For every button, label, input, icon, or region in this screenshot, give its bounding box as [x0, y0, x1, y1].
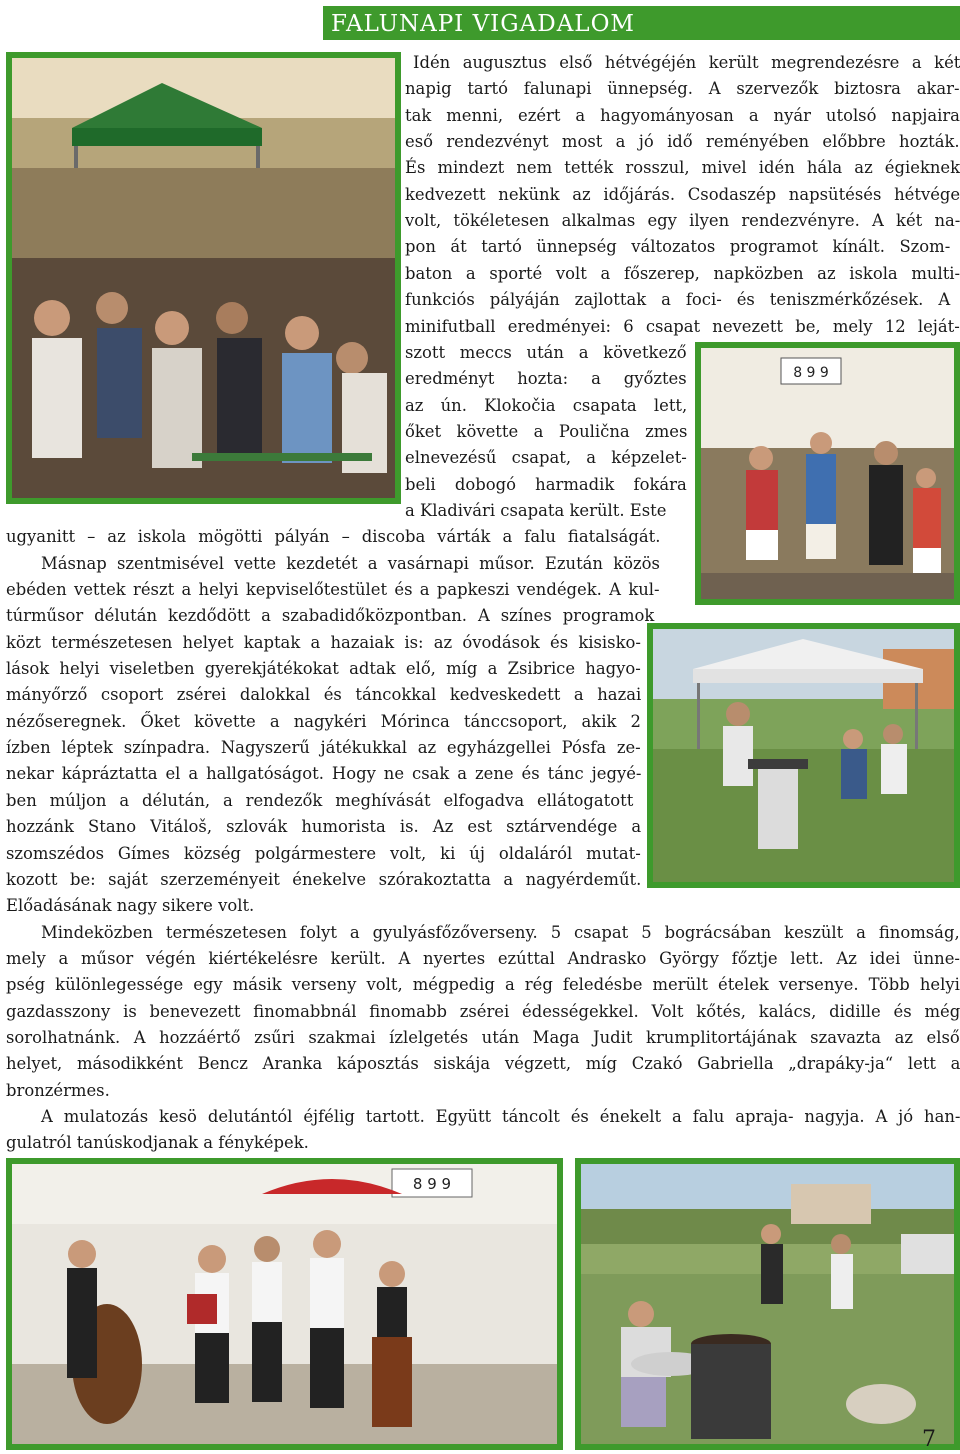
text-line: kedvezett nekünk az időjárás. Csodaszép napsütésés hétvége: [405, 185, 960, 204]
text-line: volt, tökéletesen alkalmas egy ilyen rendezvényre. A két na-: [405, 211, 960, 230]
photo-sign-text: 8 9 9: [793, 365, 829, 381]
text-line: nézőseregnek. Őket követte a nagykéri Mórinca tánccsoport, akik 2: [6, 712, 641, 731]
text-line: minifutball eredményei: 6 csapat nevezett be, mely 12 leját-: [405, 317, 960, 336]
text-line: ben múljon a délután, a rendezők meghívását elfogadva ellátogatott: [6, 791, 634, 810]
text-line: közt természetesen helyet kaptak a hazaiak is: az óvodások és kisisko-: [6, 633, 641, 652]
text-line: az ún. Klokočia csapata lett,: [405, 396, 688, 415]
text-line: Mindeközben természetesen folyt a gyulyásfőzőverseny. 5 csapat 5 bográcsában keszült a finomság,: [41, 923, 960, 942]
text-line: Előadásának nagy sikere volt.: [6, 896, 255, 915]
photo-sign-text-2: 8 9 9: [412, 1175, 452, 1193]
text-line: kozott be: saját szerzeményeit énekelve szórakoztatta a nagyérdeműt.: [6, 870, 642, 889]
text-line: Másnap szentmisével vette kezdetét a vasárnapi műsor. Ezután közös: [41, 554, 660, 573]
text-line: tak menni, ezért a hagyományosan a nyár utolsó napjaira: [405, 106, 960, 125]
text-line: elnevezésű csapat, a képzelet-: [405, 448, 687, 467]
text-line: mányőrző csoport zsérei dalokkal és táncokkal kedveskedett a hazai: [6, 685, 642, 704]
text-line: sorolhatnánk. A hozzáértő zsűri szakmai ízlelgetés után Maga Judit krumplitortájának szavazta az első: [6, 1028, 960, 1047]
text-line: beli dobogó harmadik fokára: [405, 475, 687, 494]
text-line: őket követte a Poulična zmes: [405, 422, 688, 441]
text-line: szomszédos Gímes község polgármestere volt, ki új oldaláról mutat-: [6, 844, 641, 863]
text-line: nekar kápráztatta el a hallgatóságot. Hogy ne csak a zene és tánc jegyé-: [6, 764, 642, 783]
text-line: hozzánk Stano Vitáloš, szlovák humorista is. Az est sztárvendége a: [6, 817, 642, 836]
text-line: ebéden vettek részt a helyi kepviselőtestület és a papkeszi vendégek. A kul-: [6, 580, 660, 599]
text-line: Idén augusztus első hétvégéjén került megrendezésre a két: [413, 53, 960, 72]
text-line: ízben léptek színpadra. Nagyszerű játékukkal az egyházgellei Pósfa ze-: [6, 738, 641, 757]
text-line: helyet, másodikként Bencz Aranka káposztás siskája végzett, míg Czakó Gabriella „drapáky-ja“ lett a: [6, 1054, 960, 1073]
text-line: eső rendezvényt most a jó idő reményében előbbre hozták.: [405, 132, 960, 151]
text-line: túrműsor délután kezdődött a szabadidőközpontban. A színes programok: [6, 606, 655, 625]
text-line: pon át tartó ünnepség változatos programot kínált. Szom-: [405, 237, 951, 256]
text-line: baton a sporté volt a főszerep, napközben az iskola multi-: [405, 264, 960, 283]
text-line: szott meccs után a következő: [405, 343, 687, 362]
text-line: napig tartó falunapi ünnepség. A szervezők biztosra akar-: [405, 79, 960, 98]
text-line: bronzérmes.: [6, 1081, 110, 1100]
text-line: funkciós pályáján zajlottak a foci- és teniszmérkőzések. A: [405, 290, 951, 309]
text-line: gazdasszony is benevezett finomabbnál finomabb zsérei édességekkel. Volt kőtés, kalács, didille és még: [6, 1002, 960, 1021]
section-title: FALUNAPI VIGADALOM: [331, 11, 635, 37]
text-line: eredményt hozta: a győztes: [405, 369, 687, 388]
text-line: ugyanitt – az iskola mögötti pályán – discoba várták a falu fiatalságát.: [6, 527, 661, 546]
text-line: A mulatozás kesö delutántól éjfélig tartott. Együtt táncolt és énekelt a falu apraja- nagyja. A jó han-: [41, 1107, 960, 1126]
page-number: 7: [922, 1427, 936, 1452]
text-line: gulatról tanúskodjanak a fényképek.: [6, 1133, 309, 1152]
text-line: a Kladivári csapata került. Este: [405, 501, 667, 520]
text-line: És mindezt nem tették rosszul, mivel idén hála az égieknek: [405, 158, 960, 177]
text-line: lások helyi viseletben gyerekjátékokat adtak elő, míg a Zsibrice hagyo-: [6, 659, 641, 678]
text-line: mely a műsor végén kiértékelésre került. A nyertes ezúttal Andrasko György főztje lett. Az idei ünne-: [6, 949, 960, 968]
text-line: pség különlegessége egy másik verseny volt, mégpedig a rég feledésbe merült ételek versenye. Több helyi: [6, 975, 960, 994]
